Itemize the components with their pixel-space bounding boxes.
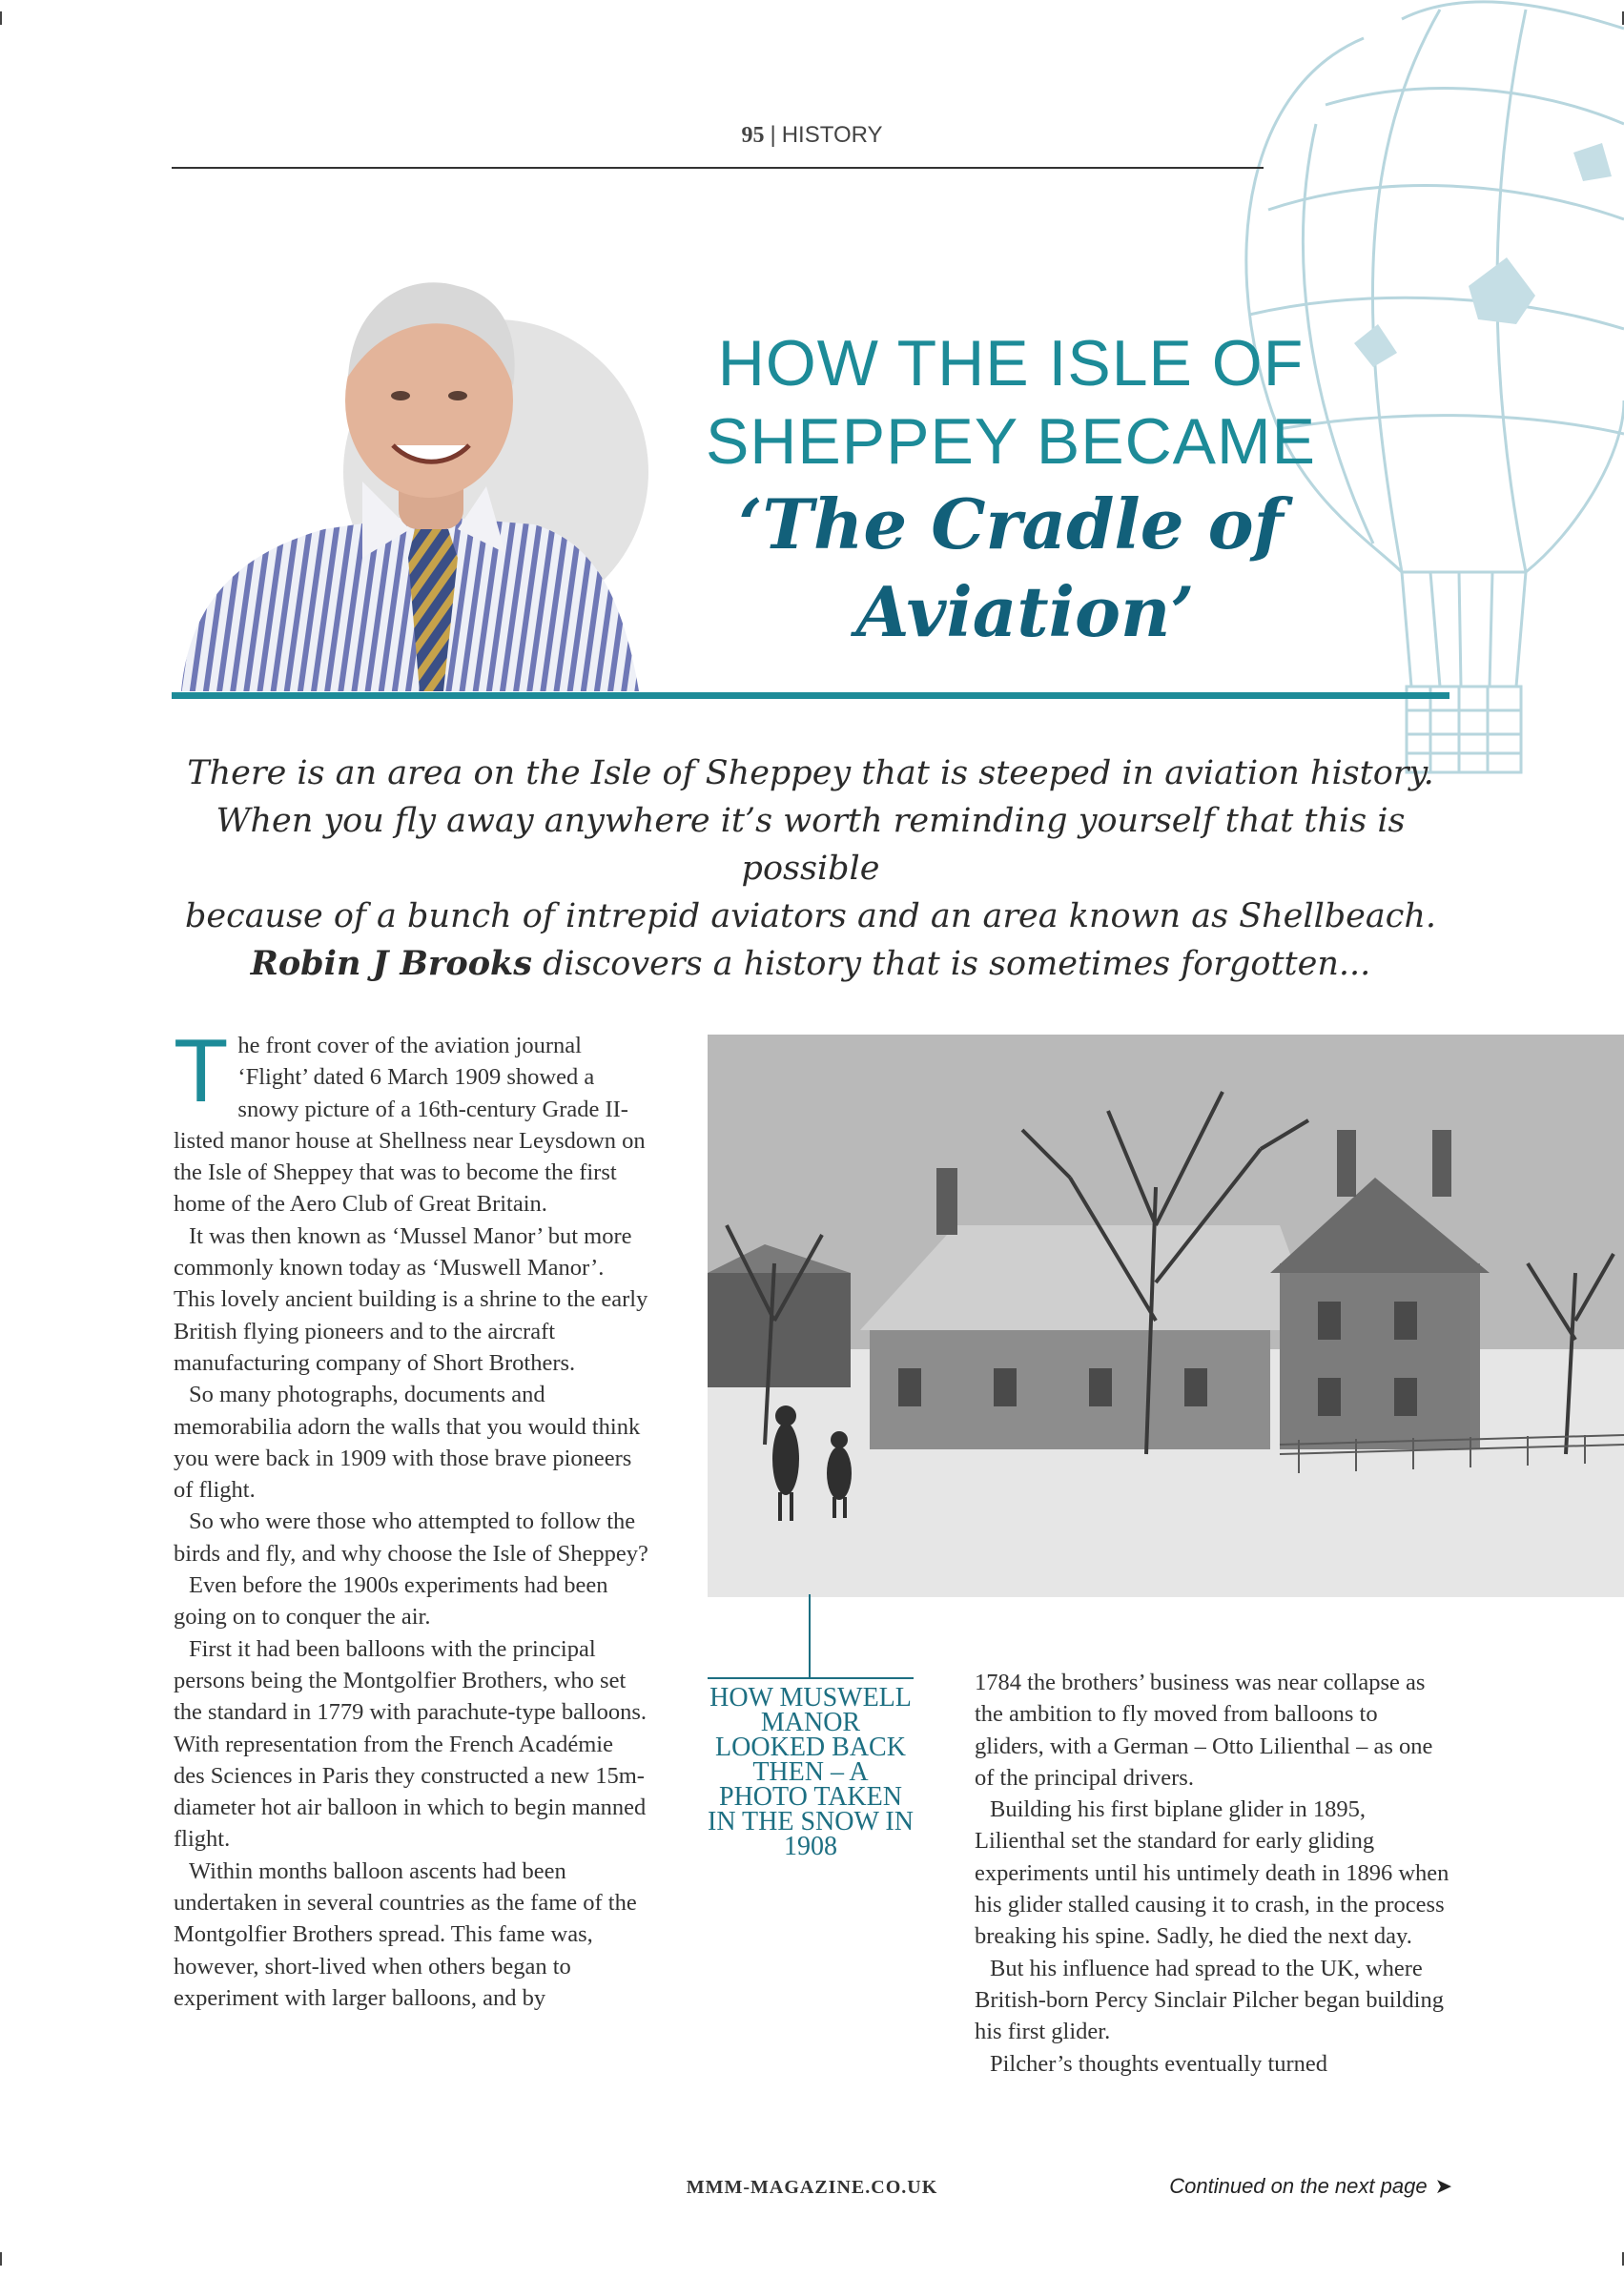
standfirst-line-1: There is an area on the Isle of Sheppey that is steeped in aviation history.	[187, 754, 1434, 792]
standfirst-line-2: When you fly away anywhere it’s worth reminding yourself that this is possible	[216, 802, 1406, 888]
page-number: 95	[741, 123, 765, 148]
crop-mark	[0, 11, 2, 25]
standfirst	[143, 749, 1478, 988]
paragraph: Pilcher’s thoughts eventually turned	[990, 2050, 1328, 2077]
paragraph: It was then known as ‘Mussel Manor’ but more commonly known today as ‘Muswell Manor’. This lovely ancient building is a shrine to the early British flying pioneers and to the aircraft manufacturing company of Short Brothers.	[174, 1222, 648, 1376]
paragraph: Within months balloon ascents had been undertaken in several countries as the fame of the Montgolfier Brothers spread. This fame was, however, short-lived when others began to experiment with larger balloons, and by	[174, 1857, 637, 2011]
crop-mark	[0, 2252, 2, 2266]
page-header	[0, 122, 1624, 149]
photo-caption: HOW MUSWELL MANOR LOOKED BACK THEN – A PHOTO TAKEN IN THE SNOW IN 1908	[708, 1683, 914, 1861]
title-rule	[172, 692, 1449, 699]
title-line-1: HOW THE ISLE OF	[717, 327, 1305, 400]
title-line-2: SHEPPEY BECAME	[705, 405, 1317, 478]
title-line-4: Aviation’	[855, 571, 1195, 652]
caption-pointer-line	[809, 1594, 811, 1678]
standfirst-line-4-rest: discovers a history that is sometimes forgotten...	[532, 945, 1371, 983]
paragraph-text: he front cover of the aviation journal ‘Flight’ dated 6 March 1909 showed a snowy picture of a 16th-century Grade II-listed manor house at Shellness near Leysdown on the Isle of Sheppey that was to become the first home of the Aero Club of Great Britain.	[174, 1033, 646, 1218]
paragraph: So many photographs, documents and memorabilia adorn the walls that you would think you were back in 1909 with those brave pioneers of flight.	[174, 1382, 641, 1504]
author-portrait	[172, 243, 706, 691]
manor-photograph	[708, 1035, 1624, 1597]
header-rule	[172, 167, 1264, 169]
paragraph: But his influence had spread to the UK, where British-born Percy Sinclair Pilcher began building his first glider.	[975, 1955, 1444, 2045]
footer-website: MMM-MAGAZINE.CO.UK	[686, 2177, 938, 2198]
arrow-right-icon: ➤	[1434, 2174, 1452, 2198]
body-column-left	[174, 1020, 648, 2014]
body-column-right	[975, 1667, 1451, 2080]
paragraph: Building his first biplane glider in 1895, Lilienthal set the standard for early gliding experiments until his untimely death in 1896 when his glider stalled causing it to crash, in the process breaking his spine. Sadly, he died the next day.	[975, 1796, 1449, 1950]
author-name: Robin J Brooks	[250, 944, 532, 983]
paragraph: So who were those who attempted to follow the birds and fly, and why choose the Isle of Sheppey?	[174, 1508, 648, 1567]
section-label: HISTORY	[781, 122, 883, 148]
continued-link[interactable]	[1169, 2174, 1452, 2199]
standfirst-line-3: because of a bunch of intrepid aviators and an area known as Shellbeach.	[184, 897, 1437, 935]
drop-cap: T	[174, 1020, 229, 1120]
paragraph: Even before the 1900s experiments had been going on to conquer the air.	[174, 1572, 608, 1631]
standfirst-line-4	[143, 940, 1478, 988]
title-line-3: ‘The Cradle of	[738, 483, 1284, 564]
article-title	[687, 324, 1335, 656]
paragraph	[174, 1020, 648, 1221]
paragraph: 1784 the brothers’ business was near collapse as the ambition to fly moved from balloons to gliders, with a German – Otto Lilienthal – as one of the principal drivers.	[975, 1670, 1433, 1791]
caption-rule	[708, 1677, 914, 1679]
header-separator: |	[770, 122, 776, 148]
paragraph: First it had been balloons with the principal persons being the Montgolfier Brothers, who set the standard in 1779 with parachute-type balloons. With representation from the French Académie des Sciences in Paris they constructed a new 15m-diameter hot air balloon in which to begin manned flight.	[174, 1635, 647, 1853]
continued-label: Continued on the next page	[1169, 2174, 1428, 2198]
